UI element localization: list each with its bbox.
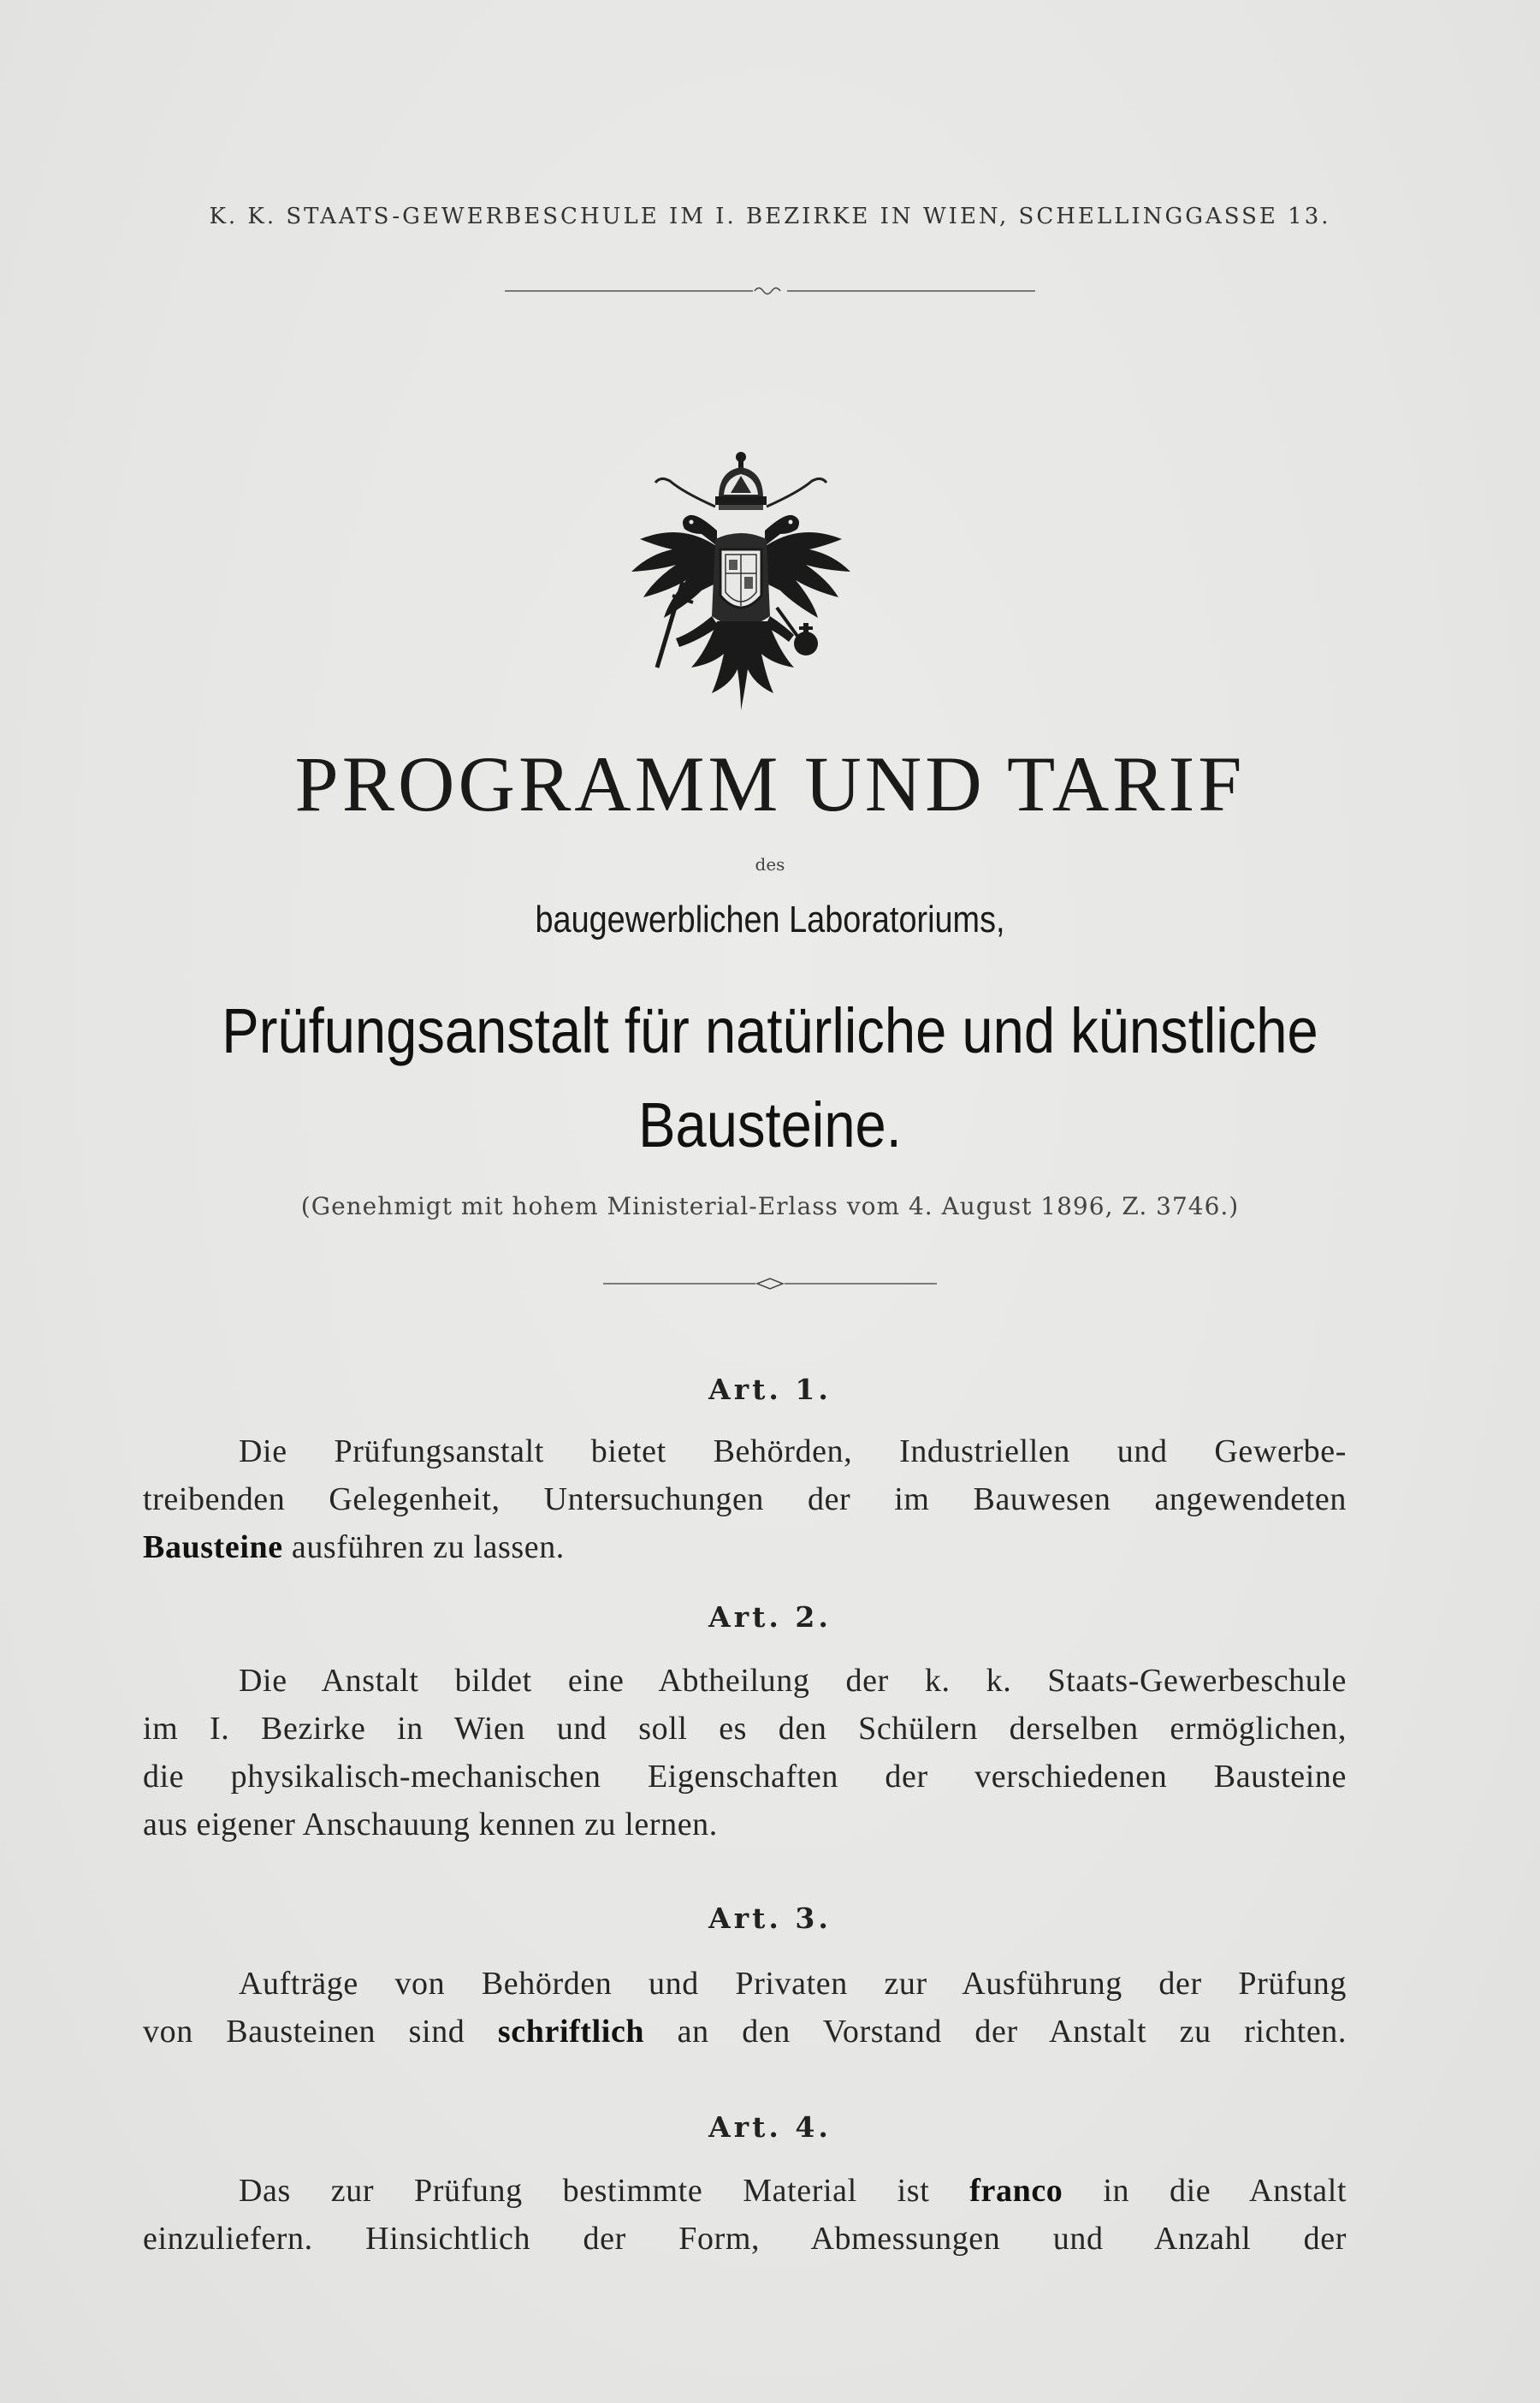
article-2-line-2: im I. Bezirke in Wien und soll es den Schülern derselben ermöglichen, bbox=[143, 1711, 1347, 1747]
article-2-line-4: aus eigener Anschauung kennen zu lernen. bbox=[143, 1807, 718, 1842]
double-headed-eagle-crest-icon bbox=[623, 445, 859, 719]
article-1-line-1: Die Prüfungsanstalt bietet Behörden, Industriellen und Gewerbe- bbox=[239, 1433, 1347, 1469]
article-4-heading: Art. 4. bbox=[708, 2110, 832, 2144]
emphasis-schriftlich: schriftlich bbox=[497, 2014, 645, 2050]
article-1-line-2: treibenden Gelegenheit, Untersuchungen der im Bauwesen angewendeten bbox=[143, 1481, 1347, 1517]
article-1-heading: Art. 1. bbox=[708, 1373, 832, 1406]
article-3-text bbox=[143, 1960, 1347, 2056]
article-3-line-1: Aufträge von Behörden und Privaten zur Ausführung der Prüfung bbox=[239, 1966, 1347, 2002]
title-connector: des bbox=[755, 854, 785, 875]
emphasis-franco: franco bbox=[969, 2173, 1063, 2209]
title-subtitle-institution bbox=[92, 984, 1448, 1172]
article-1-line-3: Bausteine ausführen zu lassen. bbox=[143, 1529, 565, 1565]
article-3-line-2: von Bausteinen sind schriftlich an den Vorstand der Anstalt zu richten. bbox=[143, 2014, 1347, 2050]
institution-header: K. K. STAATS-GEWERBESCHULE IM I. BEZIRKE IN WIEN, SCHELLINGGASSE 13. bbox=[209, 204, 1331, 229]
title-subtitle-line1: Prüfungsanstalt für natürliche und künstliche bbox=[222, 995, 1318, 1066]
article-2-line-3: die physikalisch-mechanischen Eigenschaften der verschiedenen Bausteine bbox=[143, 1759, 1347, 1795]
article-4-text bbox=[143, 2167, 1347, 2263]
emphasis-bausteine: Bausteine bbox=[143, 1529, 283, 1565]
approval-note: (Genehmigt mit hohem Ministerial-Erlass vom 4. August 1896, Z. 3746.) bbox=[300, 1192, 1240, 1220]
article-2-text bbox=[143, 1657, 1347, 1848]
article-4-line-1: Das zur Prüfung bestimmte Material ist franco in die Anstalt bbox=[239, 2173, 1348, 2209]
top-ornament-divider bbox=[0, 282, 1540, 300]
middle-ornament-divider bbox=[0, 1275, 1540, 1292]
article-2-heading: Art. 2. bbox=[708, 1600, 832, 1634]
article-2-line-1: Die Anstalt bildet eine Abtheilung der k. k. Staats-Gewerbeschule bbox=[239, 1663, 1347, 1699]
title-subtitle-laboratory: baugewerblichen Laboratoriums, bbox=[535, 899, 1005, 940]
article-3-heading: Art. 3. bbox=[708, 1902, 832, 1935]
title-subtitle-line2: Bausteine. bbox=[638, 1089, 902, 1160]
article-1-text bbox=[143, 1427, 1347, 1571]
article-4-line-2: einzuliefern. Hinsichtlich der Form, Abmessungen und Anzahl der bbox=[143, 2221, 1347, 2257]
document-title: PROGRAMM UND TARIF bbox=[294, 740, 1246, 828]
